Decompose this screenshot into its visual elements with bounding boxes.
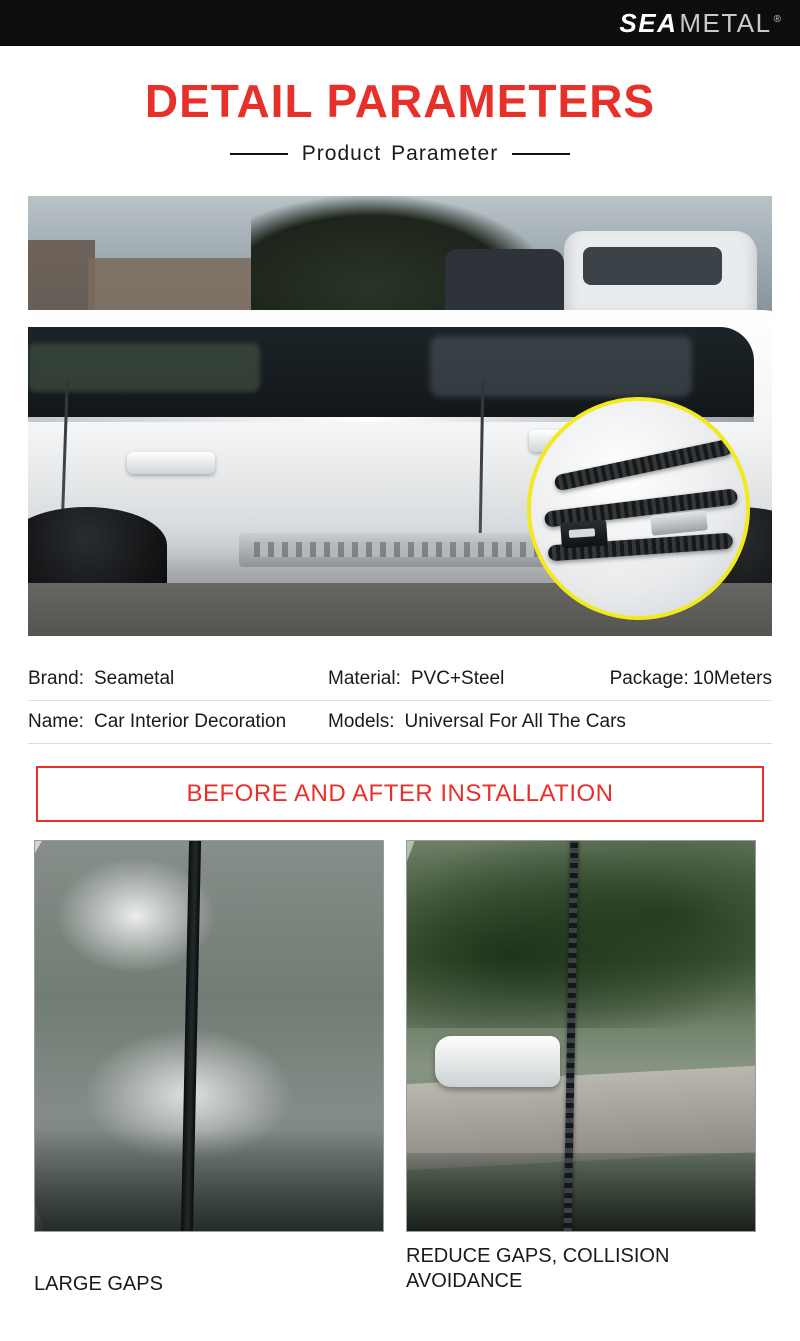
page-title: DETAIL PARAMETERS [144, 75, 656, 127]
brand-bar [0, 0, 800, 46]
spec-row [28, 700, 772, 744]
spec-value-brand: Seametal [93, 668, 175, 689]
spec-value-package: 10Meters [692, 668, 772, 689]
before-lower-shadow [35, 1130, 383, 1231]
after-lower-shadow [407, 1153, 755, 1231]
subtitle-rule-left [230, 153, 288, 155]
spec-row [28, 658, 772, 700]
logo-text-sea: SEA [619, 7, 678, 38]
callout-strip-one [553, 438, 733, 491]
comparison-section [34, 840, 766, 1297]
hero-product-callout [527, 397, 750, 620]
spec-label-models: Models: [328, 711, 395, 732]
spec-cell-brand [28, 668, 328, 690]
spec-label-package: Package: [609, 668, 689, 689]
comparison-caption-after: REDUCE GAPS, COLLISION AVOIDANCE [406, 1245, 670, 1292]
spec-cell-package [596, 668, 772, 690]
callout-strip-end-tip [560, 520, 608, 549]
spec-cell-models [328, 711, 772, 733]
hero-door-handle-rear [127, 452, 215, 474]
spec-cell-name [28, 711, 328, 733]
spec-label-material: Material: [328, 668, 401, 689]
spec-cell-material [328, 668, 596, 690]
comparison-photo-before [34, 840, 384, 1232]
subtitle-word-product: Product [301, 142, 382, 165]
page-subtitle [0, 142, 800, 166]
before-after-banner-text: BEFORE AND AFTER INSTALLATION [186, 780, 614, 807]
seametal-logo [619, 8, 782, 39]
hero-product-photo [28, 196, 772, 636]
hero-window-reflection-one [28, 343, 259, 391]
subtitle-word-parameter: Parameter [391, 142, 499, 165]
spec-value-models: Universal For All The Cars [404, 711, 626, 732]
hero-window-reflection-two [430, 336, 692, 397]
after-tree-reflection [407, 841, 755, 1028]
registered-trademark-icon: ® [773, 13, 782, 25]
spec-value-name: Car Interior Decoration [93, 711, 287, 732]
comparison-photo-after [406, 840, 756, 1232]
spec-label-name: Name: [28, 711, 84, 732]
logo-text-metal: METAL [679, 7, 772, 38]
hero-wheel-rear [28, 507, 167, 583]
spec-label-brand: Brand: [28, 668, 84, 689]
comparison-caption-before: LARGE GAPS [34, 1273, 163, 1295]
subtitle-rule-right [512, 153, 570, 155]
spec-value-material: PVC+Steel [410, 668, 505, 689]
comparison-column-before [34, 840, 384, 1297]
subtitle-text [302, 142, 498, 166]
spec-table [28, 658, 772, 744]
comparison-column-after [406, 840, 756, 1297]
after-door-handle-reflection [435, 1036, 560, 1087]
before-after-banner [36, 766, 764, 822]
